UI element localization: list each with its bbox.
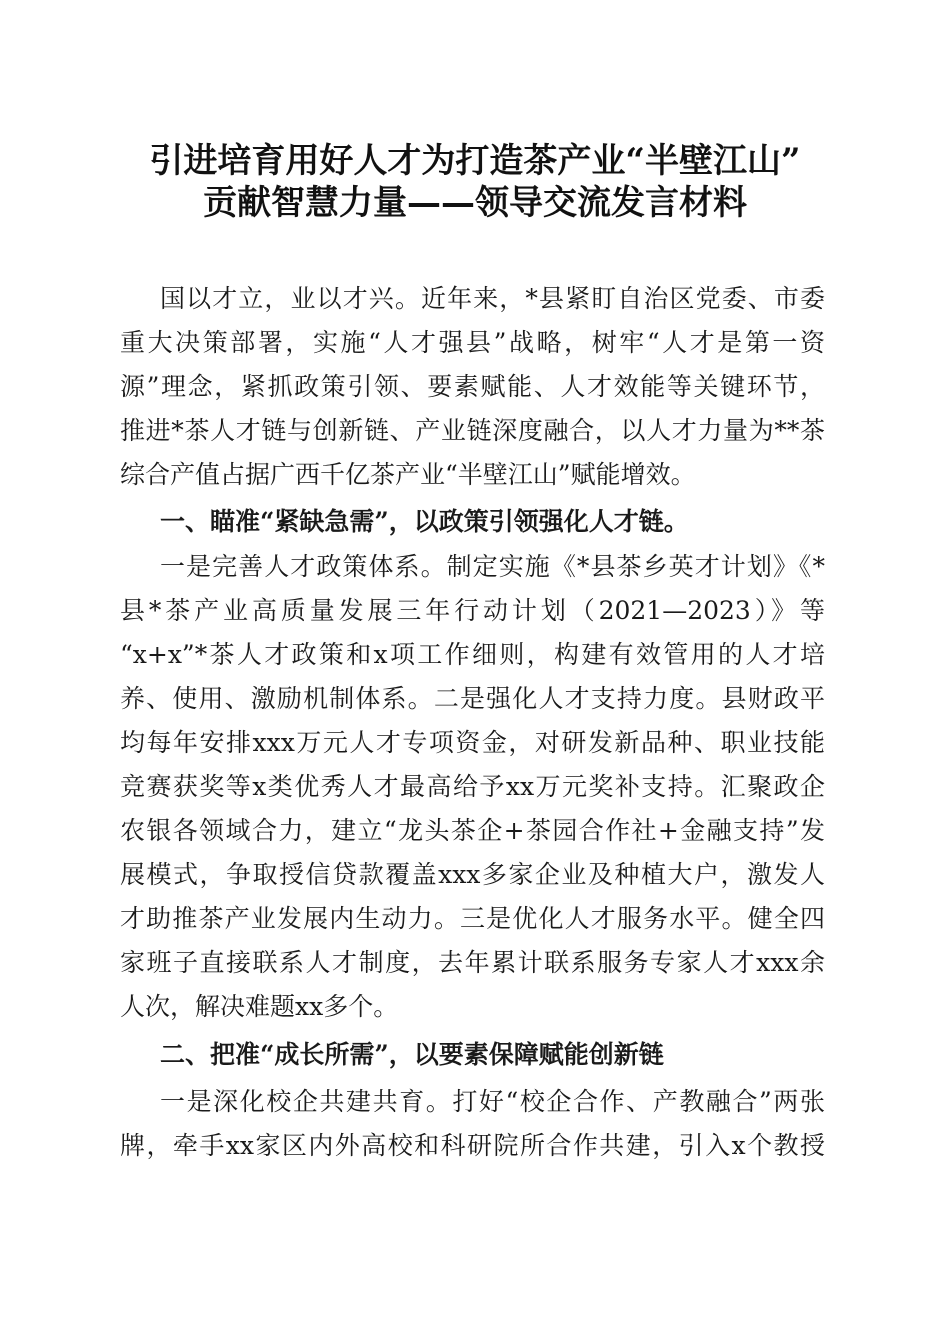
- paragraph-line: 牌，牵手xx家区内外高校和科研院所合作共建，引入x个教授: [120, 1131, 825, 1160]
- section-heading-2: 二、把准“成长所需”，以要素保障赋能创新链: [160, 1040, 664, 1069]
- paragraph-line: 农银各领域合力，建立“龙头茶企+茶园合作社+金融支持”发: [120, 816, 825, 845]
- paragraph-line: 均每年安排xxx万元人才专项资金，对研发新品种、职业技能: [120, 728, 825, 757]
- paragraph-line: 人次，解决难题xx多个。: [120, 992, 399, 1021]
- document-title-line-2: 贡献智慧力量——领导交流发言材料: [203, 183, 747, 223]
- paragraph-line: 县*茶产业高质量发展三年行动计划（2021—2023）》等: [120, 596, 825, 625]
- paragraph-line: 重大决策部署，实施“人才强县”战略，树牢“人才是第一资: [120, 328, 825, 357]
- section-heading-1: 一、瞄准“紧缺急需”，以政策引领强化人才链。: [160, 507, 689, 536]
- document-title-line-1: 引进培育用好人才为打造茶产业“半壁江山”: [149, 141, 801, 181]
- paragraph-line: 才助推茶产业发展内生动力。三是优化人才服务水平。健全四: [120, 904, 825, 933]
- paragraph-line: “x+x”*茶人才政策和x项工作细则，构建有效管用的人才培: [120, 640, 825, 669]
- paragraph-line: 展模式，争取授信贷款覆盖xxx多家企业及种植大户，激发人: [120, 860, 825, 889]
- paragraph-line: 推进*茶人才链与创新链、产业链深度融合，以人才力量为**茶: [120, 416, 825, 445]
- paragraph-line: 养、使用、激励机制体系。二是强化人才支持力度。县财政平: [120, 684, 825, 713]
- paragraph-line: 一是深化校企共建共育。打好“校企合作、产教融合”两张: [160, 1087, 825, 1116]
- paragraph-line: 一是完善人才政策体系。制定实施《*县茶乡英才计划》《*: [160, 552, 825, 581]
- paragraph-line: 家班子直接联系人才制度，去年累计联系服务专家人才xxx余: [120, 948, 825, 977]
- paragraph-line: 竞赛获奖等x类优秀人才最高给予xx万元奖补支持。汇聚政企: [120, 772, 825, 801]
- paragraph-line: 国以才立，业以才兴。近年来，*县紧盯自治区党委、市委: [160, 284, 825, 313]
- paragraph-line: 源”理念，紧抓政策引领、要素赋能、人才效能等关键环节，: [120, 372, 825, 401]
- paragraph-line: 综合产值占据广西千亿茶产业“半壁江山”赋能增效。: [120, 460, 696, 489]
